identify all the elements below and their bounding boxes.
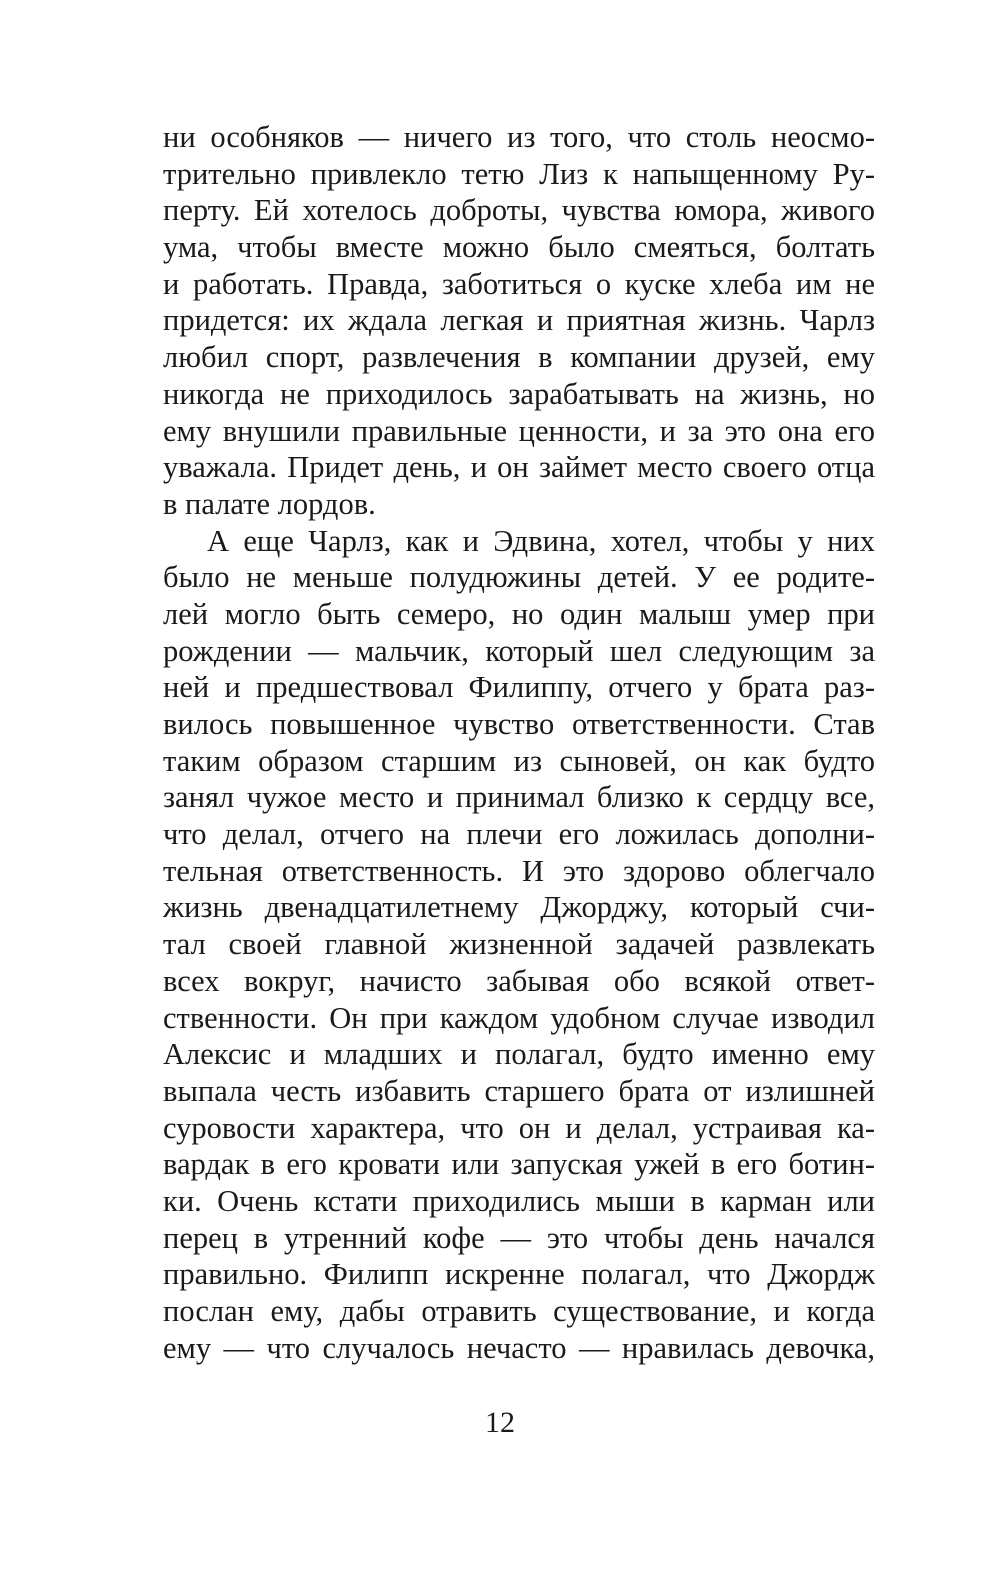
text-line: ему внушили правильные ценности, и за это она его: [163, 413, 875, 448]
text-line: было не меньше полудюжины детей. У ее родите-: [163, 560, 875, 595]
text-line: любил спорт, развлечения в компании друзей, ему: [163, 340, 875, 375]
text-line: вардак в его кровати или запуская ужей в его ботин-: [163, 1147, 875, 1182]
text-line: рождении — мальчик, который шел следующим за: [163, 633, 875, 668]
text-line: что делал, отчего на плечи его ложилась дополни-: [163, 817, 875, 852]
text-line: уважала. Придет день, и он займет место своего отца: [163, 450, 875, 485]
text-line: занял чужое место и принимал близко к сердцу все,: [163, 780, 875, 815]
text-line: перту. Ей хотелось доброты, чувства юмора, живого: [163, 193, 875, 228]
body-text: [163, 119, 875, 1366]
text-line: ственности. Он при каждом удобном случае изводил: [163, 1000, 875, 1035]
text-line: вилось повышенное чувство ответственности. Став: [163, 707, 875, 741]
text-line: в палате лордов.: [163, 486, 376, 521]
text-line: таким образом старшим из сыновей, он как будто: [163, 743, 875, 778]
text-line: суровости характера, что он и делал, устраивая ка-: [163, 1110, 875, 1145]
text-line: ки. Очень кстати приходились мыши в карман или: [163, 1183, 875, 1218]
text-line: ней и предшествовал Филиппу, отчего у брата раз-: [163, 670, 875, 705]
text-line: Алексис и младших и полагал, будто именно ему: [163, 1037, 875, 1072]
text-line: и работать. Правда, заботиться о куске хлеба им не: [163, 266, 875, 301]
text-line: перец в утренний кофе — это чтобы день начался: [163, 1220, 875, 1255]
text-line: всех вокруг, начисто забывая обо всякой ответ-: [163, 963, 875, 998]
text-line: правильно. Филипп искренне полагал, что Джордж: [163, 1257, 875, 1292]
text-line: трительно привлекло тетю Лиз к напыщенному Ру-: [163, 156, 875, 191]
text-line: выпала честь избавить старшего брата от излишней: [163, 1073, 875, 1108]
text-line: жизнь двенадцатилетнему Джорджу, который счи-: [163, 890, 875, 925]
page-number: 12: [485, 1406, 515, 1439]
text-line: тал своей главной жизненной задачей развлекать: [163, 927, 875, 962]
text-line: ему — что случалось нечасто — нравилась девочка,: [163, 1330, 875, 1365]
text-line: лей могло быть семеро, но один малыш умер при: [163, 596, 875, 631]
text-line: А еще Чарлз, как и Эдвина, хотел, чтобы у них: [207, 523, 875, 558]
text-line: тельная ответственность. И это здорово облегчало: [163, 853, 875, 888]
text-line: послан ему, дабы отравить существование, и когда: [163, 1294, 875, 1328]
text-line: никогда не приходилось зарабатывать на жизнь, но: [163, 376, 875, 411]
paragraph-2: [163, 523, 875, 1367]
text-line: придется: их ждала легкая и приятная жизнь. Чарлз: [163, 303, 875, 338]
text-line: ума, чтобы вместе можно было смеяться, болтать: [163, 230, 875, 265]
text-line: ни особняков — ничего из того, что столь неосмо-: [163, 120, 875, 154]
paragraph-1: [163, 119, 875, 523]
